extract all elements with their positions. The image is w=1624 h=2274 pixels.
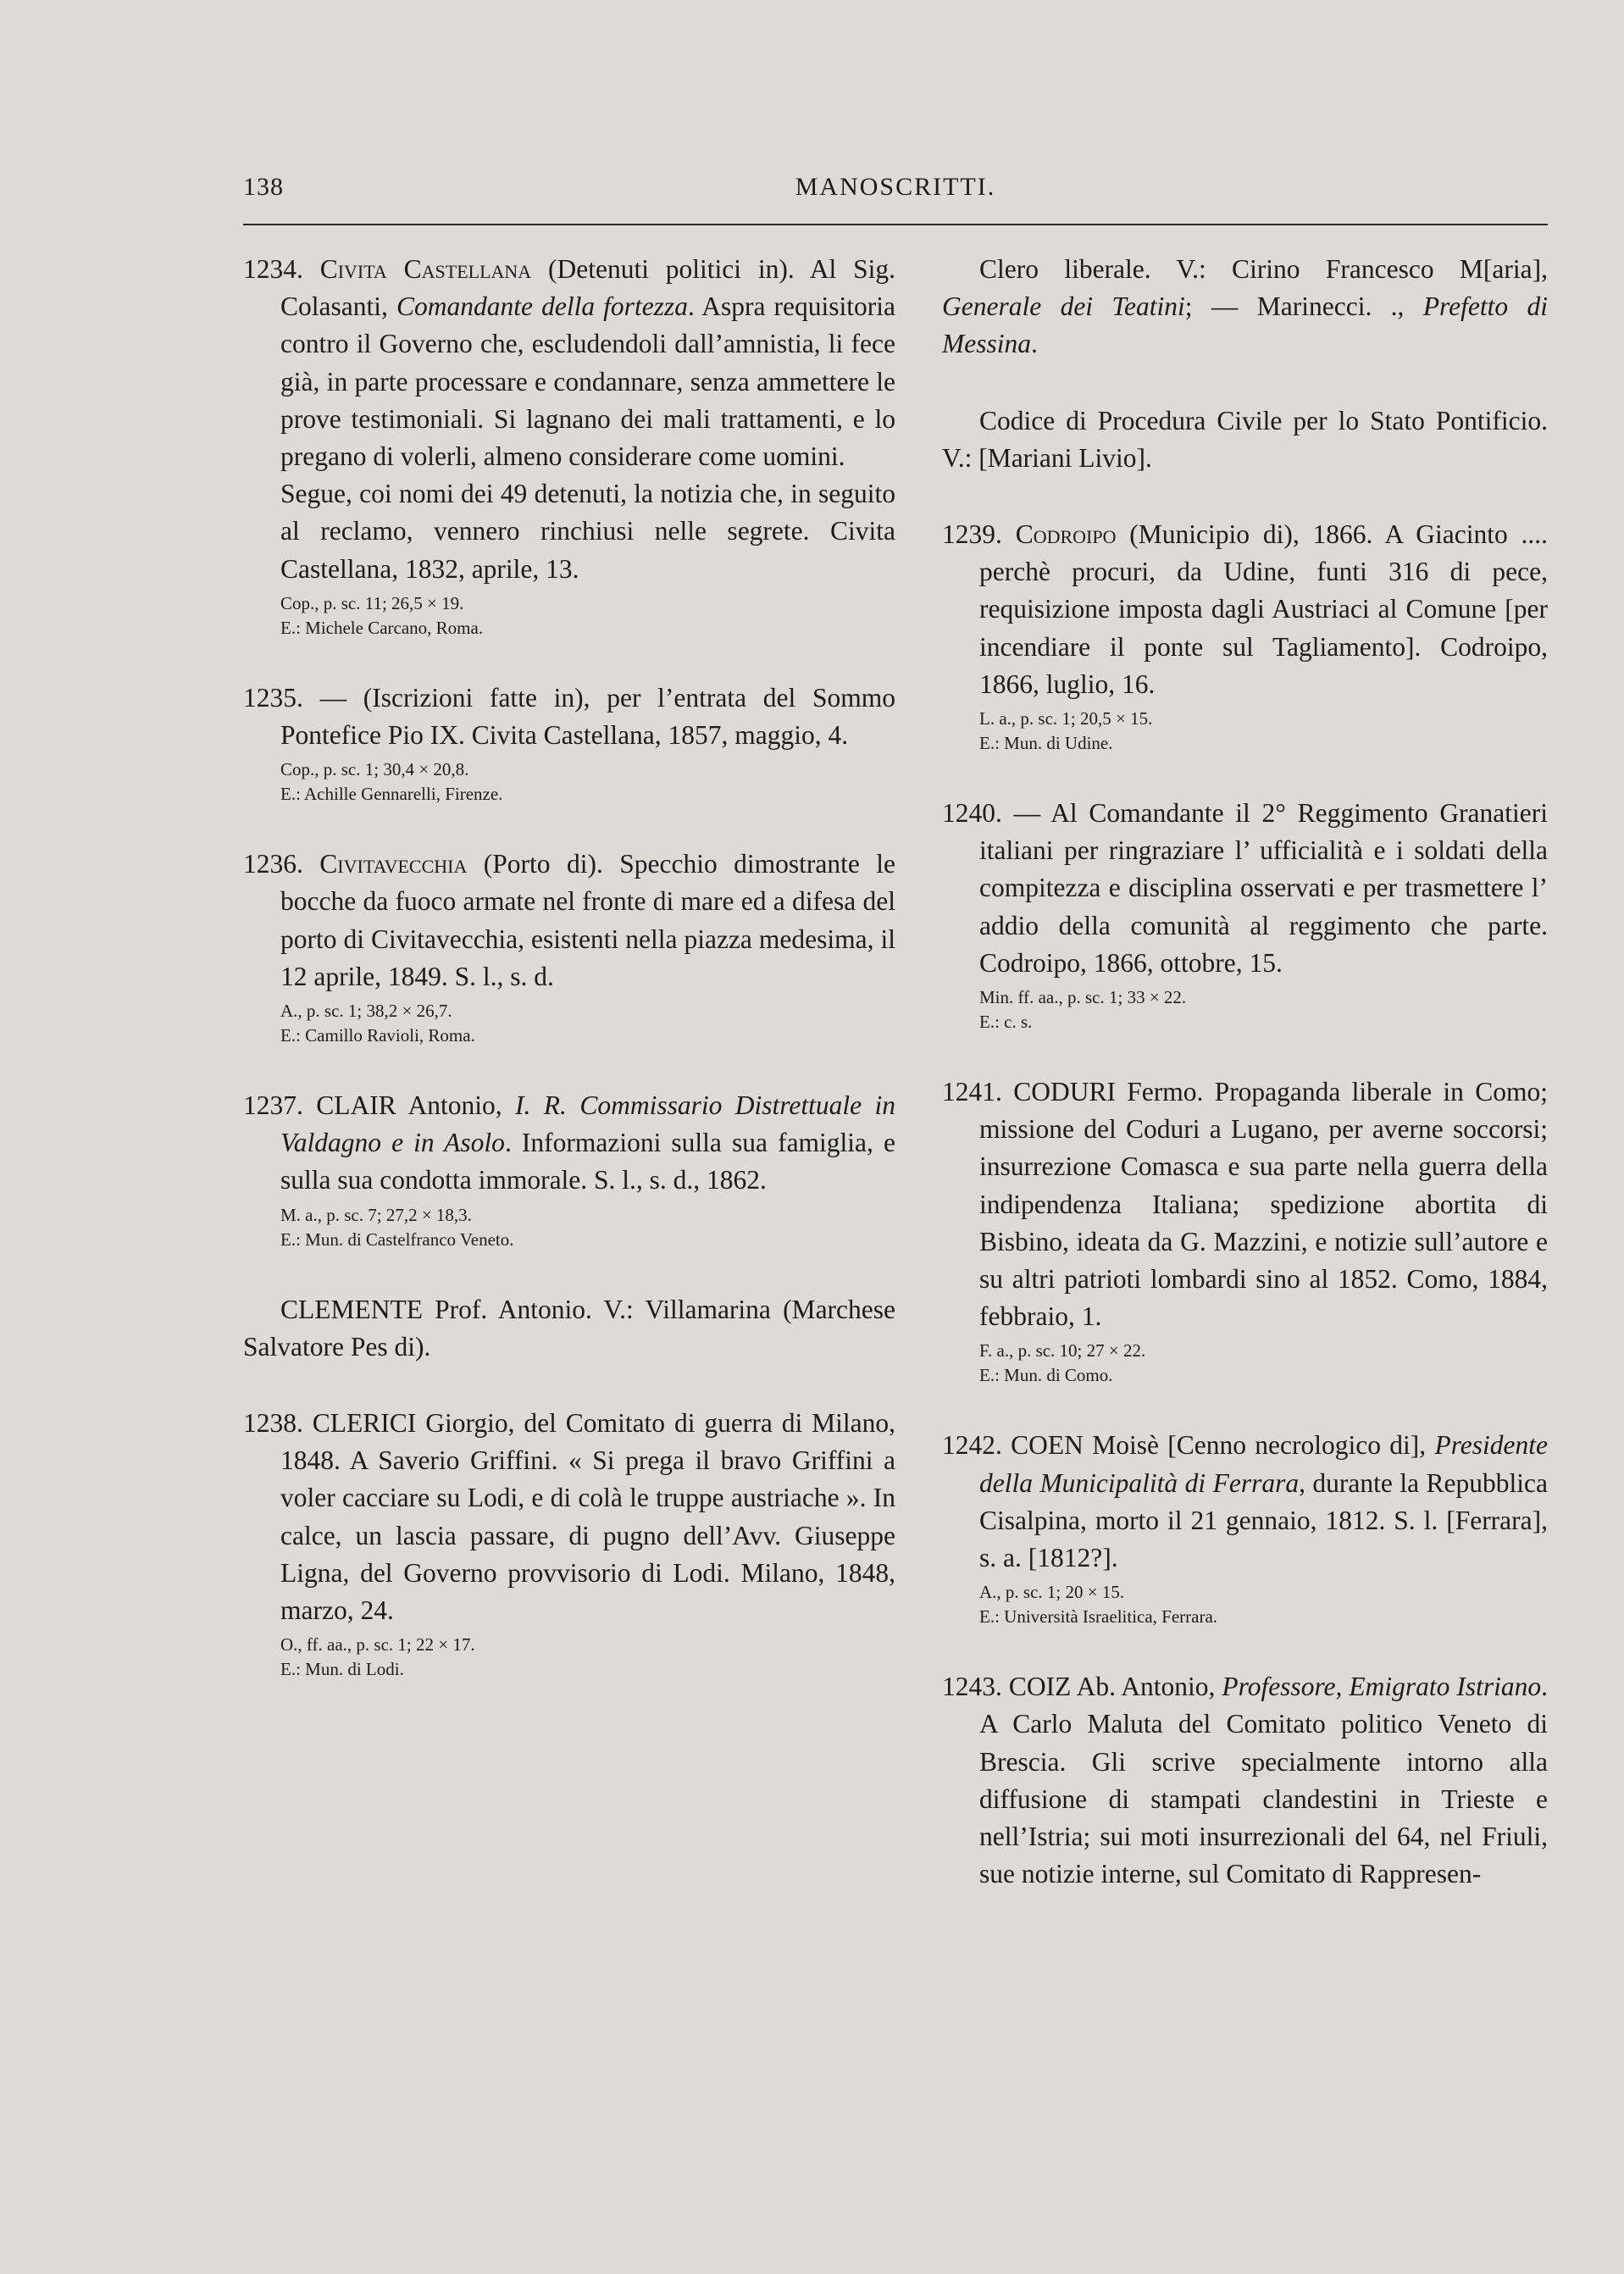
entry-number: 1236. [243, 849, 320, 879]
entry-text: 1239. Codroipo (Municipio di), 1866. A Giacinto .... perchè procuri, da Udine, funti 316 di pece, requisizione imposta dagli Austriaci al Comune [per incendiare il ponte sul Tagliamento]. Codroipo, 1866, luglio, 16. [942, 519, 1549, 699]
metadata-line: Cop., p. sc. 1; 30,4 × 20,8. [280, 759, 469, 780]
cross-reference [243, 1291, 895, 1366]
entry-metadata [942, 707, 1548, 756]
entry-text: 1234. Civita Castellana (Detenuti politici in). Al Sig. Colasanti, Comandante della fortezza. Aspra requisitoria contro il Governo che, escludendoli dall’amnistia, li fece già, in parte processare e condannare, senza ammettere le prove testimoniali. Si lagnano dei mali trattamenti, e lo pregano di volerli, almeno considerare come uomini. [243, 254, 895, 472]
entry-spacer [942, 1034, 1548, 1073]
entry-spacer [243, 1252, 895, 1291]
metadata-line: E.: Mun. di Como. [979, 1365, 1113, 1386]
metadata-line: E.: Mun. di Castelfranco Veneto. [280, 1229, 514, 1250]
entry-spacer [243, 1366, 895, 1405]
metadata-line: A., p. sc. 1; 38,2 × 26,7. [280, 1001, 452, 1022]
metadata-line: E.: Achille Gennarelli, Firenze. [280, 784, 503, 805]
cross-reference-text: CLEMENTE Prof. Antonio. V.: Villamarina (Marchese Salvatore Pes di). [243, 1294, 895, 1362]
metadata-line: E.: c. s. [979, 1012, 1033, 1033]
entry-number: 1234. [243, 254, 320, 284]
page-title: MANOSCRITTI. [795, 173, 996, 201]
entry-spacer [942, 756, 1548, 795]
entry-spacer [942, 363, 1548, 402]
left-column [243, 251, 895, 1682]
entry-text: 1243. COIZ Ab. Antonio, Professore, Emigrato Istriano. A Carlo Maluta del Comitato politico Veneto di Brescia. Gli scrive specialmente intorno alla diffusione di stampati clandestini in Trieste e nell’Istria; sui moti insurrezionali del 64, nel Friuli, sue notizie interne, sul Comitato di Rappresen- [942, 1672, 1549, 1889]
entry-number: 1235. [243, 682, 320, 713]
entry-metadata [243, 1633, 895, 1682]
entry-spacer [942, 1388, 1548, 1427]
entry-continuation: Segue, coi nomi dei 49 detenuti, la notizia che, in seguito al reclamo, vennero rinchiusi nelle segrete. Civita Castellana, 1832, aprile, 13. [280, 479, 895, 584]
entry-spacer [942, 1629, 1548, 1668]
entry-number: 1241. [942, 1077, 1014, 1107]
cross-reference [942, 402, 1548, 477]
page-number: 138 [243, 173, 284, 201]
catalog-entry [243, 1087, 895, 1252]
metadata-line: L. a., p. sc. 1; 20,5 × 15. [979, 708, 1153, 729]
metadata-line: E.: Università Israelitica, Ferrara. [979, 1606, 1218, 1628]
entry-number: 1238. [243, 1408, 313, 1439]
catalog-entry [243, 1405, 895, 1682]
right-column [942, 251, 1548, 1894]
entry-text: 1238. CLERICI Giorgio, del Comitato di guerra di Milano, 1848. A Saverio Griffini. « Si prega il bravo Griffini a voler cacciare su Lodi, e di colà le truppe austriache ». In calce, un lascia passare, di pugno dell’Avv. Giuseppe Ligna, del Governo provvisorio di Lodi. Milano, 1848, marzo, 24. [243, 1408, 896, 1626]
entry-number: 1240. [942, 798, 1014, 829]
metadata-line: Cop., p. sc. 11; 26,5 × 19. [280, 592, 464, 613]
metadata-line: E.: Michele Carcano, Roma. [280, 617, 484, 638]
metadata-line: E.: Camillo Ravioli, Roma. [280, 1025, 475, 1046]
entry-text: 1236. Civitavecchia (Porto di). Specchio dimostrante le bocche da fuoco armate nel fronte di mare ed a difesa del porto di Civitavecchia, esistenti nella piazza medesima, il 12 aprile, 1849. S. l., s. d. [243, 849, 895, 991]
cross-reference-text: Codice di Procedura Civile per lo Stato Pontificio. V.: [Mariani Livio]. [942, 405, 1548, 473]
metadata-line: Min. ff. aa., p. sc. 1; 33 × 22. [979, 987, 1187, 1008]
catalog-entry [942, 795, 1548, 1034]
entry-metadata [243, 1203, 895, 1252]
metadata-line: O., ff. aa., p. sc. 1; 22 × 17. [280, 1634, 475, 1656]
catalog-entry [243, 679, 895, 807]
cross-reference-text: Clero liberale. V.: Cirino Francesco M[aria], Generale dei Teatini; — Marinecci. ., Prefetto di Messina. [942, 254, 1548, 359]
header-rule [243, 224, 1548, 225]
page-header [243, 173, 1548, 212]
entry-text: 1237. CLAIR Antonio, I. R. Commissario Distrettuale in Valdagno e in Asolo. Informazioni sulla sua famiglia, e sulla sua condotta immorale. S. l., s. d., 1862. [243, 1090, 896, 1195]
metadata-line: E.: Mun. di Udine. [979, 733, 1113, 754]
entry-number: 1237. [243, 1090, 317, 1121]
entry-number: 1243. [942, 1672, 1009, 1702]
catalog-entry [243, 251, 895, 641]
catalog-entry [942, 516, 1548, 756]
entry-metadata [942, 985, 1548, 1034]
entry-metadata [942, 1580, 1548, 1629]
entry-number: 1239. [942, 519, 1016, 550]
catalog-entry [942, 1073, 1548, 1388]
metadata-line: F. a., p. sc. 10; 27 × 22. [979, 1340, 1146, 1362]
metadata-line: A., p. sc. 1; 20 × 15. [979, 1582, 1125, 1603]
metadata-line: E.: Mun. di Lodi. [280, 1659, 404, 1680]
catalog-entry [942, 1668, 1548, 1893]
entry-metadata [243, 999, 895, 1048]
entry-text: 1235. — (Iscrizioni fatte in), per l’entrata del Sommo Pontefice Pio IX. Civita Castellana, 1857, maggio, 4. [243, 682, 896, 751]
entry-text: 1240. — Al Comandante il 2° Reggimento Granatieri italiani per ringraziare l’ ufficialità e i soldati della compitezza e disciplina osservati e per trasmettere l’ addio della comunità al reggimento che parte. Codroipo, 1866, ottobre, 15. [942, 798, 1548, 978]
entry-number: 1242. [942, 1430, 1012, 1461]
cross-reference [942, 251, 1548, 363]
entry-text: 1242. COEN Moisè [Cenno necrologico di], Presidente della Municipalità di Ferrara, durante la Repubblica Cisalpina, morto il 21 gennaio, 1812. S. l. [Ferrara], s. a. [1812?]. [942, 1430, 1548, 1573]
catalog-entry [942, 1427, 1548, 1629]
entry-text: 1241. CODURI Fermo. Propaganda liberale in Como; missione del Coduri a Lugano, per averne soccorsi; insurrezione Comasca e sua parte nella guerra della indipendenza Italiana; spedizione abortita di Bisbino, ideata da G. Mazzini, e notizie sull’autore e su altri patrioti lombardi sino al 1852. Como, 1884, febbraio, 1. [942, 1077, 1549, 1332]
entry-spacer [942, 477, 1548, 516]
entry-metadata [243, 757, 895, 807]
entry-spacer [243, 1048, 895, 1087]
entry-spacer [243, 807, 895, 846]
entry-metadata [243, 591, 895, 641]
entry-spacer [243, 641, 895, 679]
metadata-line: M. a., p. sc. 7; 27,2 × 18,3. [280, 1204, 472, 1225]
entry-metadata [942, 1339, 1548, 1388]
catalog-entry [243, 846, 895, 1048]
